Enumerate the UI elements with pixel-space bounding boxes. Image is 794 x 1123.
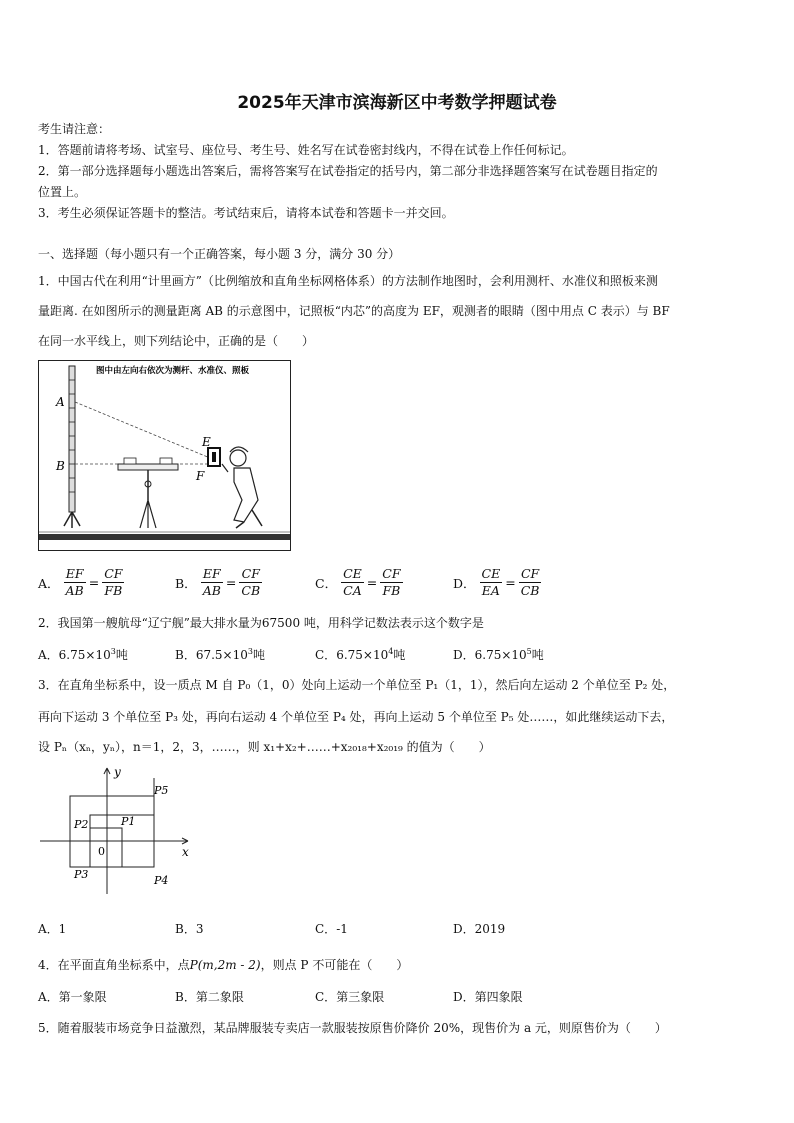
q3-axis-x-label: x [182,845,189,859]
q1-option-c[interactable]: C． $\frac{CE}{CA}$ = $\frac{CF}{FB}$ [315,566,401,598]
q1-line-1: 1．中国古代在利用“计里画方”（比例缩放和直角坐标网格体系）的方法制作地图时，会利用测杆、水准仪和照板来测 [38,274,658,288]
notice-item-2: 2．第一部分选择题每小题选出答案后，需将答案写在试卷指定的括号内，第二部分非选择题答案写在试卷题目指定的 [38,164,658,178]
q3-line-2: 再向下运动 3 个单位至 P₃ 处，再向右运动 4 个单位至 P₄ 处，再向上运动 5 个单位至 P₅ 处……，如此继续运动下去， [38,710,674,724]
q3-label-p5: P5 [154,784,169,797]
q4-option-d[interactable]: D．第四象限 [453,990,523,1004]
q1-option-b[interactable]: B． $\frac{EF}{AB}$ = $\frac{CF}{CB}$ [175,566,261,598]
q1-option-a[interactable]: A． $\frac{EF}{AB}$ = $\frac{CF}{FB}$ [38,566,123,598]
q3-axis-y-label: y [114,765,121,779]
q1-line-3: 在同一水平线上，则下列结论中，正确的是（ ） [38,334,315,348]
q3-option-d[interactable]: D．2019 [453,922,506,936]
q2-option-a[interactable]: A．$6.75\times 10^3$吨 [38,647,128,662]
q3-line-3: 设 Pₙ（xₙ，yₙ），n＝1，2，3，……，则 x₁+x₂+……+x₂₀₁₈+x₂₀₁₉ 的值为（ ） [38,740,491,754]
notice-item-1: 1．答题前请将考场、试室号、座位号、考生号、姓名写在试卷密封线内，不得在试卷上作任何标记。 [38,143,574,157]
page-title: 2025年天津市滨海新区中考数学押题试卷 [237,93,557,113]
q4-point: P(m,2m - 2) [189,958,261,972]
q1-figure [38,360,292,552]
q3-option-c[interactable]: C．-1 [315,922,348,936]
q4-option-c[interactable]: C．第三象限 [315,990,385,1004]
section-heading: 一、选择题（每小题只有一个正确答案，每小题 3 分，满分 30 分） [38,247,401,261]
q2-option-b[interactable]: B．$67.5\times 10^3$吨 [175,647,265,662]
q1-label-b: B [56,459,65,473]
q3-figure [38,762,198,898]
q1-label-a: A [56,395,65,409]
q2-option-c[interactable]: C．$6.75\times 10^4$吨 [315,647,406,662]
q1-figure-caption: 图中由左向右依次为测杆、水准仪、照板 [96,366,250,376]
q1-line-2: 量距离. 在如图所示的测量距离 AB 的示意图中，记照板“内芯”的高度为 EF，观测者的眼睛（图中用点 C 表示）与 BF [38,304,670,318]
q1-label-f: F [196,469,205,483]
q4-option-a[interactable]: A．第一象限 [38,990,107,1004]
notice-item-2-cont: 位置上。 [38,185,87,199]
q1-label-e: E [202,435,211,449]
q3-label-p3: P3 [74,868,89,881]
q2-option-d[interactable]: D．$6.75\times 10^5$吨 [453,647,544,662]
q3-option-b[interactable]: B．3 [175,922,204,936]
notice-item-3: 3．考生必须保证答题卡的整洁。考试结束后，请将本试卷和答题卡一并交回。 [38,206,454,220]
q1-option-d[interactable]: D． $\frac{CE}{EA}$ = $\frac{CF}{CB}$ [453,566,540,598]
q4-option-b[interactable]: B．第二象限 [175,990,244,1004]
q3-label-p2: P2 [74,818,89,831]
q3-label-p4: P4 [154,874,169,887]
q3-origin-label: 0 [98,845,105,858]
q3-label-p1: P1 [121,815,136,828]
q4-text: 4．在平面直角坐标系中，点P(m,2m - 2)，则点 P 不可能在（ ） [38,958,409,972]
notice-heading: 考生请注意： [38,122,111,136]
q3-option-a[interactable]: A．1 [38,922,67,936]
q3-line-1: 3．在直角坐标系中，设一质点 M 自 P₀（1，0）处向上运动一个单位至 P₁（1，1），然后向左运动 2 个单位至 P₂ 处， [38,678,676,692]
q5-text: 5．随着服装市场竞争日益激烈，某品牌服装专卖店一款服装按原售价降价 20%，现售价为 a 元，则原售价为（ ） [38,1021,667,1035]
q2-text: 2．我国第一艘航母“辽宁舰”最大排水量为67500 吨，用科学记数法表示这个数字是 [38,616,484,630]
